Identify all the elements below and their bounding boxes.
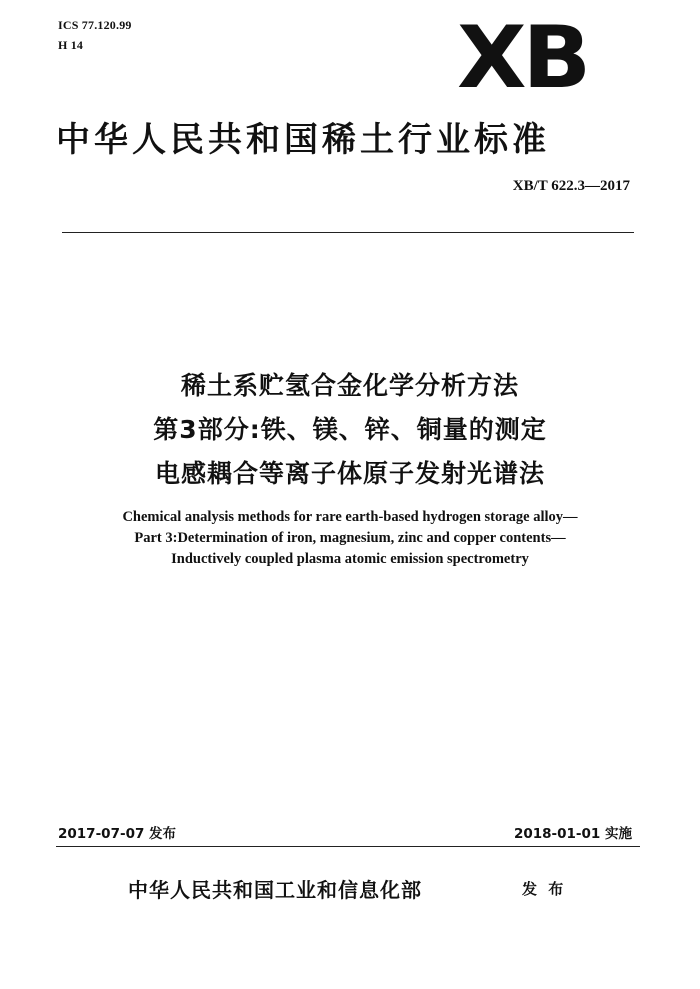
footer-divider	[56, 846, 640, 847]
classification-code: H 14	[58, 38, 84, 52]
title-en-line-2: Part 3:Determination of iron, magnesium, zinc and copper contents—	[134, 530, 566, 546]
standard-number: XB/T 622.3—2017	[512, 178, 630, 194]
standard-category-title: 中华人民共和国稀土行业标准	[56, 120, 550, 160]
title-en-line-1: Chemical analysis methods for rare earth-based hydrogen storage alloy—	[122, 509, 578, 525]
issuing-authority: 中华人民共和国工业和信息化部	[128, 878, 422, 902]
title-cn-line-3: 电感耦合等离子体原子发射光谱法	[154, 459, 545, 488]
title-cn-line-2: 第3部分:铁、镁、锌、铜量的测定	[153, 415, 547, 444]
issue-date: 2017-07-07 发布	[58, 826, 177, 842]
title-cn-line-1: 稀土系贮氢合金化学分析方法	[180, 371, 519, 400]
header-divider	[62, 232, 634, 233]
implementation-date: 2018-01-01 实施	[513, 826, 632, 842]
title-en-line-3: Inductively coupled plasma atomic emission spectrometry	[171, 551, 529, 567]
xb-logo: XB	[457, 8, 588, 108]
ics-code: ICS 77.120.99	[58, 18, 132, 32]
publish-label: 发 布	[522, 880, 567, 898]
